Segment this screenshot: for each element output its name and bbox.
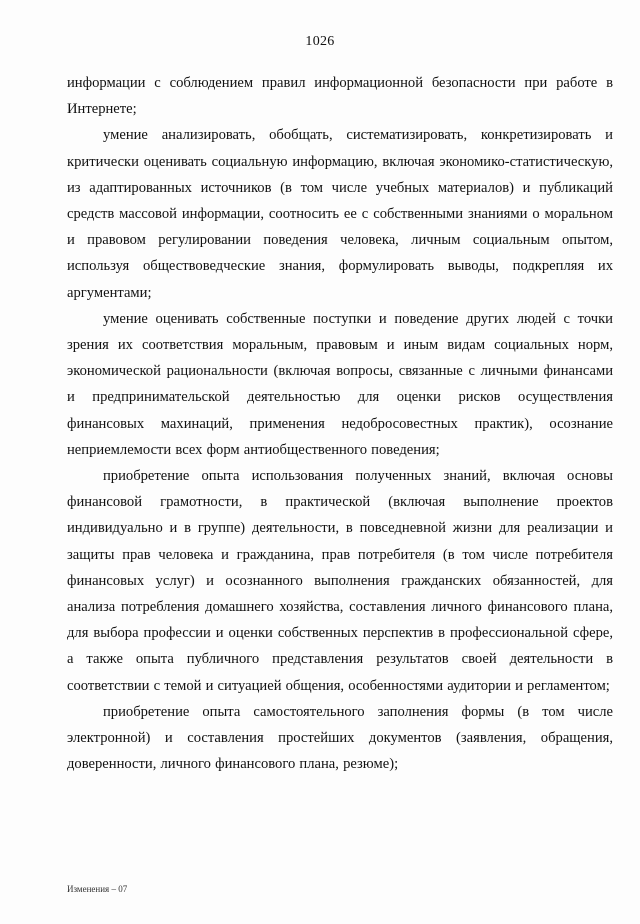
paragraph-continuation: информации с соблюдением правил информационной безопасности при работе в Интернете; [67, 75, 613, 118]
footer-revision-note: Изменения – 07 [67, 884, 128, 894]
document-body [67, 70, 613, 777]
paragraph-assessment-skill: умение оценивать собственные поступки и поведение других людей с точки зрения их соответствия моральным, правовым и иным видам социальных норм, экономической рациональности (включая вопросы, связанные с личными финансами и предпринимательской деятельностью для оценки рисков осуществления финансовых махинаций, применения недобросовестных практик), осознание неприемлемости всех форм антиобщественного поведения; [67, 310, 613, 458]
paragraph-document-skills: приобретение опыта самостоятельного заполнения формы (в том числе электронной) и составления простейших документов (заявления, обращения, доверенности, личного финансового плана, резюме); [67, 703, 613, 773]
page-number: 1026 [305, 34, 335, 49]
paragraph-analysis-skill: умение анализировать, обобщать, систематизировать, конкретизировать и критически оценивать социальную информацию, включая экономико-статистическую, из адаптированных источников (в том числе учебных материалов) и публикаций средств массовой информации, соотносить ее с собственными знаниями о моральном и правовом регулировании поведения человека, личным социальным опытом, используя обществоведческие знания, формулировать выводы, подкрепляя их аргументами; [67, 127, 613, 301]
paragraph-experience-use: приобретение опыта использования полученных знаний, включая основы финансовой грамотности, в практической (включая выполнение проектов индивидуально и в группе) деятельности, в повседневной жизни для реализации и защиты прав человека и гражданина, прав потребителя (в том числе потребителя финансовых услуг) и осознанного выполнения гражданских обязанностей, для анализа потребления домашнего хозяйства, составления личного финансового плана, для выбора профессии и оценки собственных перспектив в профессиональной сфере, а также опыта публичного представления результатов своей деятельности в соответствии с темой и ситуацией общения, особенностями аудитории и регламентом; [67, 468, 613, 694]
